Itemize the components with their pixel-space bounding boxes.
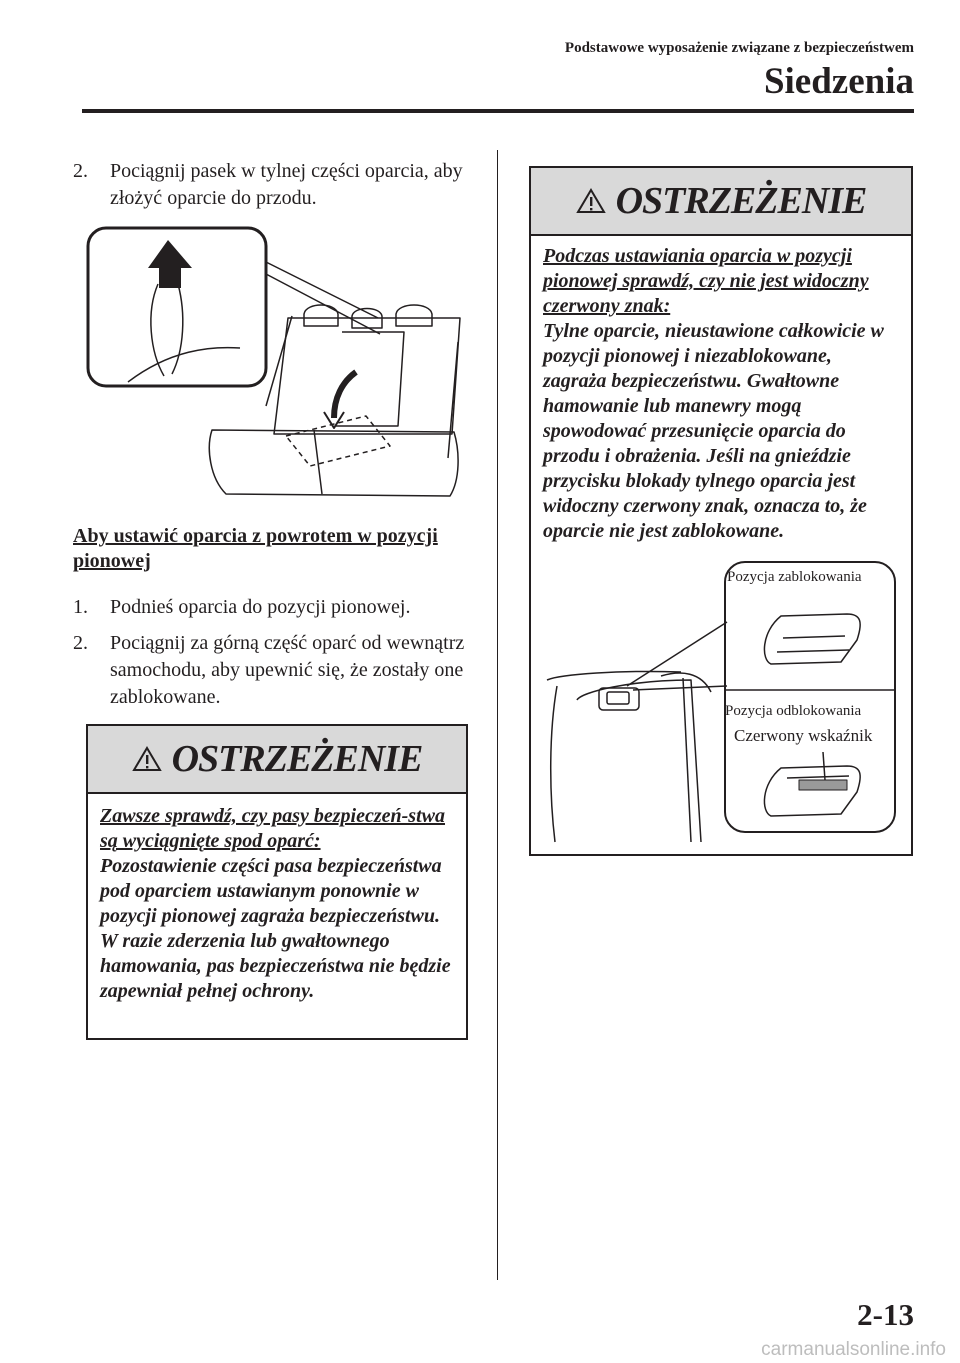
unlocked-position-label: Pozycja odblokowania [725, 703, 862, 719]
warning-text [88, 794, 466, 1004]
step-number: 1. [73, 596, 88, 618]
warning-body: Tylne oparcie, nieustawione całkowicie w pozycji pionowej i niezablokowane, zagraża bezpieczeństwu. Gwałtowne hamowanie lub manewry mogą spowodować przesunięcie oparcia do przodu i obrażenia. Jeśli na gnieździe przycisku blokady tylnego oparcia jest widoczny czerwony znak, oznacza to, że oparcie nie jest zablokowane. [543, 320, 884, 542]
step-1-raise [73, 594, 483, 621]
warning-header [531, 168, 911, 236]
chapter-title: Siedzenia [763, 61, 914, 102]
step-2-fold [73, 158, 483, 212]
step-number: 2. [73, 160, 88, 182]
locked-position-label: Pozycja zablokowania [727, 569, 862, 585]
page-number: 2-13 [857, 1297, 914, 1332]
warning-lead: Zawsze sprawdź, czy pasy bezpieczeń-stwa są wyciągnięte spod oparć: [100, 805, 445, 852]
seat-fold-illustration [80, 222, 470, 507]
step-number: 2. [73, 632, 88, 654]
warning-title: OSTRZEŻENIE [615, 180, 867, 222]
warning-triangle-icon [132, 746, 162, 772]
column-divider [497, 150, 498, 1280]
header-rule [82, 109, 914, 113]
step-2-check-lock [73, 630, 483, 711]
warning-text [531, 236, 911, 544]
red-indicator-label: Czerwony wskaźnik [734, 726, 873, 745]
warning-title: OSTRZEŻENIE [171, 738, 423, 780]
step-text: Pociągnij za górną część oparć od wewnątrz samochodu, aby upewnić się, że zostały one zablokowane. [110, 632, 465, 708]
warning-lead: Podczas ustawiania oparcia w pozycji pionowej sprawdź, czy nie jest widoczny czerwony znak: [543, 245, 869, 317]
warning-box-left [86, 724, 468, 1040]
subheading: Aby ustawić oparcia z powrotem w pozycji pionowej [73, 525, 438, 572]
step-text: Pociągnij pasek w tylnej części oparcia, aby złożyć oparcie do przodu. [110, 160, 463, 209]
watermark-site: carmanualsonline.info [761, 1339, 946, 1360]
warning-header [88, 726, 466, 794]
section-title: Podstawowe wyposażenie związane z bezpieczeństwem [564, 40, 914, 56]
warning-triangle-icon [576, 188, 606, 214]
step-text: Podnieś oparcia do pozycji pionowej. [110, 596, 411, 618]
warning-body: Pozostawienie części pasa bezpieczeństwa pod oparciem ustawianym ponownie w pozycji pionowej zagraża bezpieczeństwu. W razie zderzenia lub gwałtownego hamowania, pas bezpieczeństwa nie będzie zapewniał pełnej ochrony. [100, 855, 451, 1002]
